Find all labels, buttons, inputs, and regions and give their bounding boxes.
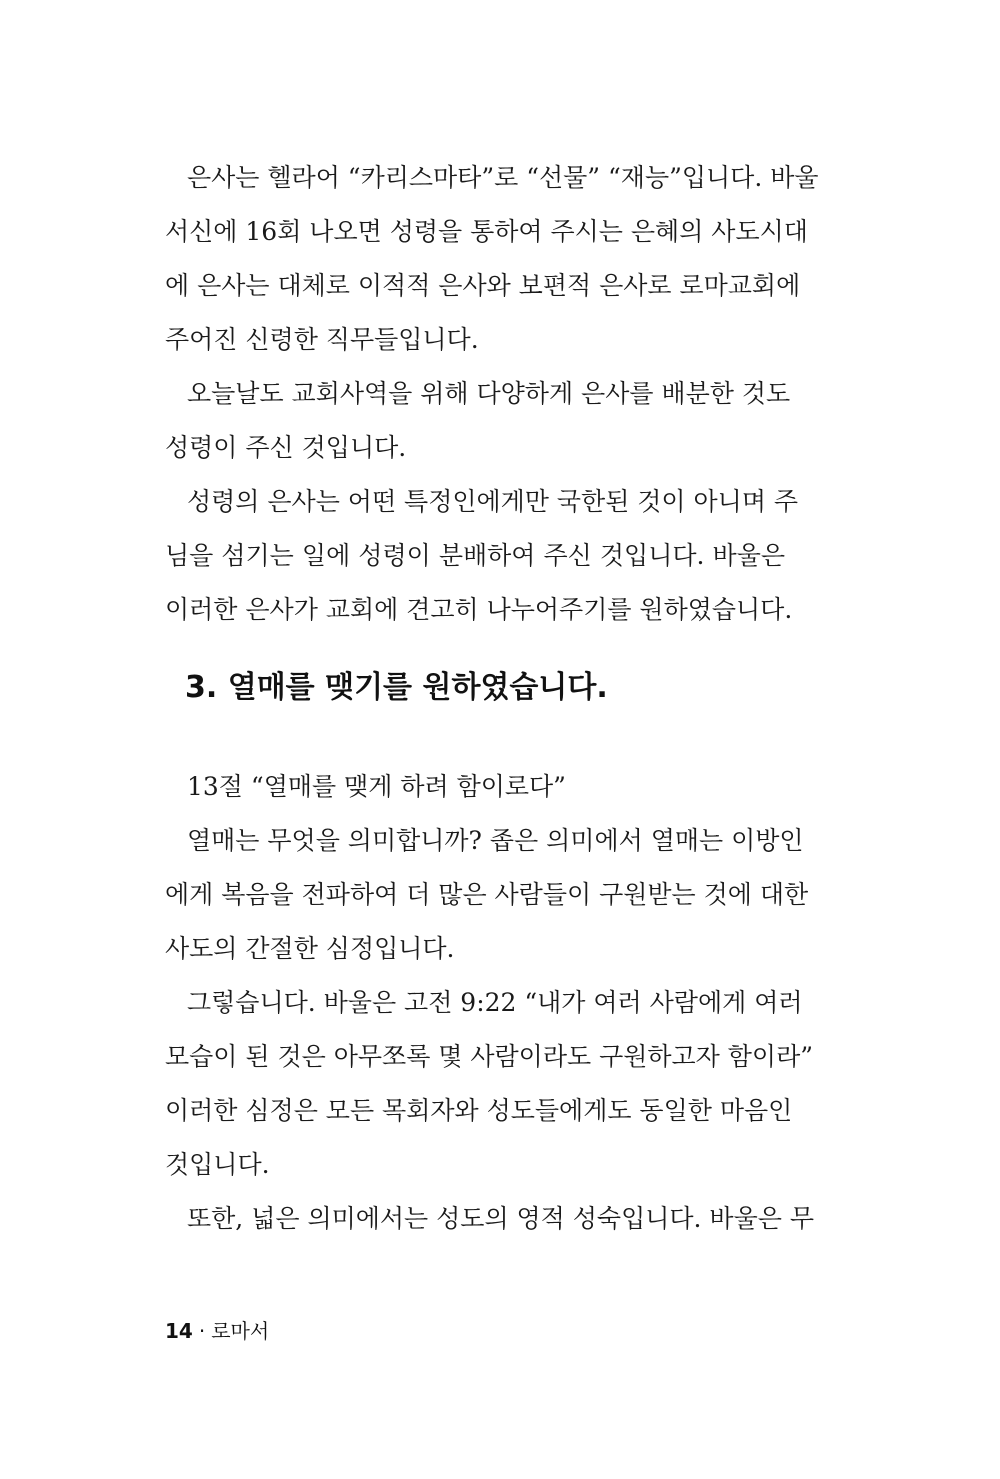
paragraph-line: 사도의 간절한 심정입니다.	[165, 934, 455, 963]
paragraph-line: 그렇습니다. 바울은 고전 9:22 “내가 여러 사람에게 여러	[187, 988, 803, 1017]
paragraph-line: 에 은사는 대체로 이적적 은사와 보편적 은사로 로마교회에	[165, 271, 801, 300]
paragraph-line: 성령이 주신 것입니다.	[165, 433, 407, 462]
paragraph-line: 성령의 은사는 어떤 특정인에게만 국한된 것이 아니며 주	[187, 487, 799, 516]
paragraph-line: 은사는 헬라어 “카리스마타”로 “선물” “재능”입니다. 바울	[187, 163, 819, 192]
paragraph-line: 님을 섬기는 일에 성령이 분배하여 주신 것입니다. 바울은	[165, 541, 785, 570]
paragraph-line: 또한, 넓은 의미에서는 성도의 영적 성숙입니다. 바울은 무	[187, 1204, 814, 1233]
paragraph-line: 모습이 된 것은 아무쪼록 몇 사람이라도 구원하고자 함이라”	[165, 1042, 814, 1071]
paragraph-line: 이러한 은사가 교회에 견고히 나누어주기를 원하였습니다.	[165, 595, 793, 624]
paragraph-line: 이러한 심정은 모든 목회자와 성도들에게도 동일한 마음인	[165, 1096, 793, 1125]
section-heading: 3. 열매를 맺기를 원하였습니다.	[185, 670, 608, 705]
footer-separator: ·	[198, 1319, 206, 1343]
paragraph-line: 것입니다.	[165, 1150, 270, 1179]
page-number: 14	[165, 1319, 193, 1343]
paragraph-line: 13절 “열매를 맺게 하려 함이로다”	[187, 772, 566, 801]
paragraph-line: 서신에 16회 나오면 성령을 통하여 주시는 은혜의 사도시대	[165, 217, 808, 246]
page-footer	[165, 1316, 269, 1346]
paragraph-line: 주어진 신령한 직무들입니다.	[165, 325, 479, 354]
paragraph-line: 에게 복음을 전파하여 더 많은 사람들이 구원받는 것에 대한	[165, 880, 809, 909]
paragraph-line: 오늘날도 교회사역을 위해 다양하게 은사를 배분한 것도	[187, 379, 791, 408]
body-text-top	[165, 151, 819, 637]
paragraph-line: 열매는 무엇을 의미합니까? 좁은 의미에서 열매는 이방인	[187, 826, 804, 855]
book-title: 로마서	[211, 1319, 270, 1343]
body-text-bottom	[165, 760, 814, 1246]
